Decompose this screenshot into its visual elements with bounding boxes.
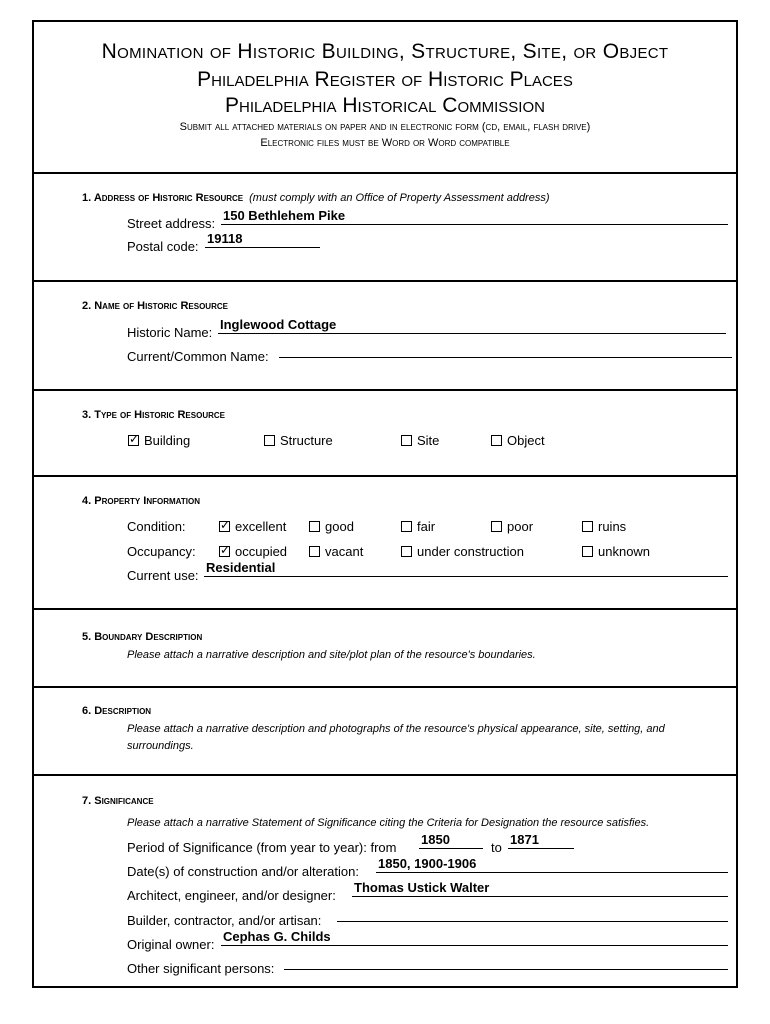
condition-excellent-checkbox[interactable] (219, 519, 286, 534)
street-address-label: Street address: (127, 216, 216, 231)
boundary-instructions: Please attach a narrative description and site/plot plan of the resource's boundaries. (127, 649, 536, 661)
condition-fair-label: fair (417, 519, 436, 534)
checkbox-icon[interactable] (264, 435, 275, 446)
type-structure-label: Structure (280, 433, 333, 448)
checkbox-checked-icon[interactable] (219, 546, 230, 557)
section-divider (34, 686, 736, 688)
section1-note: (must comply with an Office of Property Assessment address) (249, 192, 550, 204)
type-building-label: Building (144, 433, 191, 448)
checkbox-icon[interactable] (491, 521, 502, 532)
section-divider (34, 389, 736, 391)
section4-title: 4. Property Information (82, 495, 200, 507)
postal-code-field[interactable]: 19118 (205, 232, 320, 248)
section-divider (34, 774, 736, 776)
period-label: Period of Significance (from year to year): from (127, 840, 397, 855)
checkbox-icon[interactable] (491, 435, 502, 446)
period-from-field[interactable]: 1850 (419, 833, 483, 849)
current-use-field[interactable]: Residential (204, 561, 728, 577)
condition-label: Condition: (127, 519, 186, 534)
section-divider (34, 475, 736, 477)
type-site-checkbox[interactable] (401, 433, 439, 448)
checkbox-icon[interactable] (401, 521, 412, 532)
section3-title: 3. Type of Historic Resource (82, 409, 225, 421)
section1-title (82, 192, 550, 204)
checkbox-icon[interactable] (582, 546, 593, 557)
condition-ruins-checkbox[interactable] (582, 519, 626, 534)
checkbox-icon[interactable] (582, 521, 593, 532)
checkbox-icon[interactable] (401, 546, 412, 557)
section1-title-text: 1. Address of Historic Resource (82, 192, 244, 204)
occupancy-vacant-label: vacant (325, 544, 364, 559)
original-owner-field[interactable]: Cephas G. Childs (221, 930, 728, 946)
condition-fair-checkbox[interactable] (401, 519, 435, 534)
common-name-label: Current/Common Name: (127, 349, 269, 364)
construction-dates-field[interactable]: 1850, 1900-1906 (376, 857, 728, 873)
occupancy-under-construction-checkbox[interactable] (401, 544, 524, 559)
section-divider (34, 172, 736, 174)
condition-poor-checkbox[interactable] (491, 519, 533, 534)
checkbox-icon[interactable] (309, 546, 320, 557)
occupancy-under-construction-label: under construction (417, 544, 524, 559)
section5-title: 5. Boundary Description (82, 631, 203, 643)
occupancy-label: Occupancy: (127, 544, 196, 559)
condition-excellent-label: excellent (235, 519, 287, 534)
historic-name-label: Historic Name: (127, 325, 213, 340)
type-object-checkbox[interactable] (491, 433, 545, 448)
file-format-note: Electronic files must be Word or Word compatible (260, 137, 510, 149)
condition-ruins-label: ruins (598, 519, 627, 534)
historic-name-field[interactable]: Inglewood Cottage (218, 318, 726, 334)
checkbox-icon[interactable] (309, 521, 320, 532)
section-divider (34, 280, 736, 282)
form-title: Nomination of Historic Building, Structure, Site, or Object (101, 40, 669, 63)
description-instructions: Please attach a narrative description and photographs of the resource's physical appearance, site, setting, and surroundings. (127, 723, 665, 752)
type-structure-checkbox[interactable] (264, 433, 333, 448)
occupancy-vacant-checkbox[interactable] (309, 544, 363, 559)
type-site-label: Site (417, 433, 440, 448)
significance-instructions: Please attach a narrative Statement of Significance citing the Criteria for Designation the resource satisfies. (127, 817, 650, 829)
submission-instructions: Submit all attached materials on paper and in electronic form (cd, email, flash drive) (179, 121, 591, 133)
architect-label: Architect, engineer, and/or designer: (127, 888, 336, 903)
section2-title: 2. Name of Historic Resource (82, 300, 228, 312)
occupancy-unknown-checkbox[interactable] (582, 544, 650, 559)
type-object-label: Object (507, 433, 545, 448)
section-divider (34, 608, 736, 610)
construction-dates-label: Date(s) of construction and/or alteration: (127, 864, 359, 879)
condition-good-label: good (325, 519, 354, 534)
period-to-label: to (491, 840, 502, 855)
architect-field[interactable]: Thomas Ustick Walter (352, 881, 728, 897)
type-building-checkbox[interactable] (128, 433, 190, 448)
commission-title: Philadelphia Historical Commission (225, 94, 545, 117)
builder-field[interactable] (337, 906, 728, 922)
postal-code-label: Postal code: (127, 239, 199, 254)
condition-poor-label: poor (507, 519, 534, 534)
section6-title: 6. Description (82, 705, 152, 717)
occupancy-unknown-label: unknown (598, 544, 651, 559)
current-use-label: Current use: (127, 568, 199, 583)
condition-good-checkbox[interactable] (309, 519, 354, 534)
section7-title: 7. Significance (82, 795, 154, 807)
period-to-field[interactable]: 1871 (508, 833, 574, 849)
register-title: Philadelphia Register of Historic Places (197, 68, 573, 91)
nomination-form (32, 20, 738, 988)
checkbox-checked-icon[interactable] (219, 521, 230, 532)
occupancy-occupied-checkbox[interactable] (219, 544, 287, 559)
street-address-field[interactable]: 150 Bethlehem Pike (221, 209, 728, 225)
original-owner-label: Original owner: (127, 937, 215, 952)
checkbox-checked-icon[interactable] (128, 435, 139, 446)
other-persons-field[interactable] (284, 954, 728, 970)
checkbox-icon[interactable] (401, 435, 412, 446)
common-name-field[interactable] (279, 342, 732, 358)
occupancy-occupied-label: occupied (235, 544, 288, 559)
other-persons-label: Other significant persons: (127, 961, 275, 976)
builder-label: Builder, contractor, and/or artisan: (127, 913, 322, 928)
